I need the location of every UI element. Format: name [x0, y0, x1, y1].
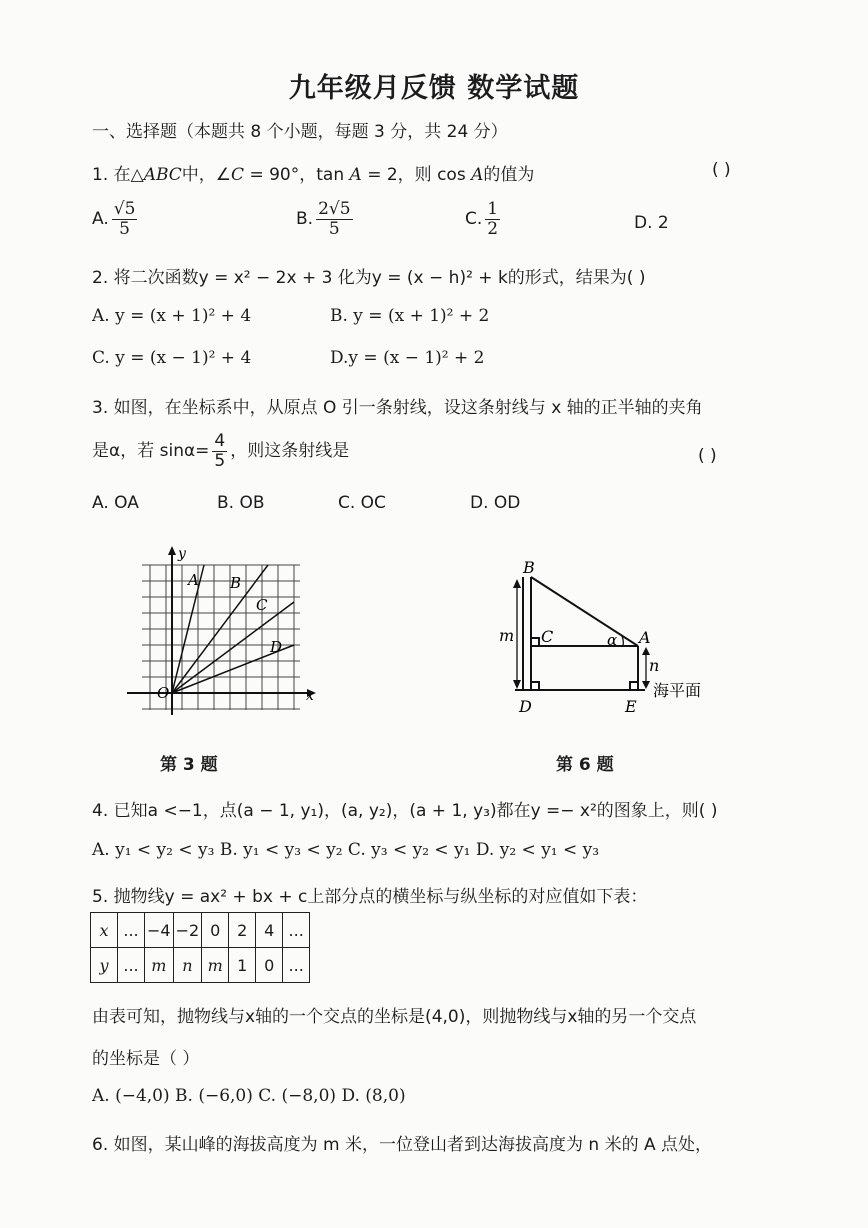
- axis-x-label: x: [306, 688, 314, 704]
- table-cell: ...: [118, 948, 145, 983]
- table-cell: 0: [202, 913, 229, 948]
- axis-y-label: y: [178, 546, 186, 562]
- question-5-options: A. (−4,0) B. (−6,0) C. (−8,0) D. (8,0): [92, 1086, 406, 1106]
- table-cell: n: [173, 948, 202, 983]
- height-n-label: n: [649, 656, 660, 675]
- question-5-line-3: 的坐标是（ ）: [92, 1049, 200, 1069]
- table-cell: m: [202, 948, 229, 983]
- q3-option-d: D. OD: [470, 493, 521, 513]
- point-a-label: A: [188, 571, 199, 589]
- q3-option-c: C. OC: [338, 493, 386, 513]
- question-5-line-2: 由表可知，抛物线与x轴的一个交点的坐标是(4,0)，则抛物线与x轴的另一个交点: [92, 1007, 697, 1027]
- question-4-stem: 4. 已知a <−1，点(a − 1, y₁)，(a, y₂)，(a + 1, y₃)都在y =− x²的图象上，则( ): [92, 801, 718, 821]
- table-cell: ...: [283, 948, 310, 983]
- question-3-stem-line-1: 3. 如图，在坐标系中，从原点 O 引一条射线，设这条射线与 x 轴的正半轴的夹角: [92, 398, 703, 418]
- table-row: [91, 948, 310, 983]
- page-title: 九年级月反馈 数学试题: [288, 73, 580, 104]
- q3-option-b: B. OB: [217, 493, 265, 513]
- table-cell: ...: [118, 913, 145, 948]
- angle-alpha-label: α: [607, 631, 618, 649]
- question-2-stem: 2. 将二次函数y = x² − 2x + 3 化为y = (x − h)² + k的形式，结果为( ): [92, 268, 646, 288]
- table-cell: −4: [145, 913, 174, 948]
- question-3-answer-bracket: ( ): [698, 446, 717, 466]
- origin-label: O: [157, 684, 170, 702]
- q3-option-a: A. OA: [92, 493, 139, 513]
- question-3-stem-line-2: 是α，若 sinα= $\frac{4}{5}$ ，则这条射线是: [92, 431, 350, 471]
- table-cell: 1: [229, 948, 256, 983]
- q2-option-c: C. y = (x − 1)² + 4: [92, 348, 252, 368]
- height-m-label: m: [499, 626, 515, 645]
- q1-option-c: C. $\frac{1}{2}$: [465, 199, 499, 239]
- table-cell: −2: [173, 913, 202, 948]
- question-1-stem: 1. 在△ABC中，∠C = 90°，tan A = 2，则 cos A的值为: [92, 165, 535, 185]
- point-b-label: B: [230, 574, 242, 592]
- question-5-stem: 5. 抛物线y = ax² + bx + c上部分点的横坐标与纵坐标的对应值如下表：: [92, 887, 648, 907]
- table-cell: 0: [256, 948, 283, 983]
- q2-option-d: D.y = (x − 1)² + 2: [330, 348, 485, 368]
- q1-option-d: D. 2: [634, 213, 669, 233]
- sea-level-label: 海平面: [653, 681, 702, 700]
- table-cell: 2: [229, 913, 256, 948]
- question-6-stem: 6. 如图，某山峰的海拔高度为 m 米，一位登山者到达海拔高度为 n 米的 A 点处，: [92, 1135, 713, 1155]
- q1-option-b: B. $\frac{2√5}{5}$: [296, 199, 351, 239]
- section-heading: 一、选择题（本题共 8 个小题，每题 3 分，共 24 分）: [92, 122, 508, 142]
- question-1-answer-bracket: ( ): [712, 160, 731, 180]
- table-cell: ...: [283, 913, 310, 948]
- point-d-label: D: [519, 697, 532, 716]
- q1-option-a: A. $\frac{√5}{5}$: [92, 199, 136, 239]
- point-c-label: C: [256, 596, 268, 614]
- figure-6-caption: 第 6 题: [556, 755, 614, 775]
- table-cell: y: [91, 948, 118, 983]
- question-4-options: A. y₁ < y₂ < y₃ B. y₁ < y₃ < y₂ C. y₃ < y₂ < y₁ D. y₂ < y₁ < y₃: [92, 840, 600, 860]
- point-e-label: E: [625, 697, 637, 716]
- value-table: [90, 912, 310, 983]
- table-row: [91, 913, 310, 948]
- point-c-label: C: [541, 627, 554, 646]
- point-b-label: B: [523, 558, 535, 577]
- point-d-label: D: [270, 638, 283, 656]
- table-cell: x: [91, 913, 118, 948]
- q2-option-a: A. y = (x + 1)² + 4: [92, 306, 252, 326]
- table-cell: 4: [256, 913, 283, 948]
- figure-3-caption: 第 3 题: [160, 755, 218, 775]
- q2-option-b: B. y = (x + 1)² + 2: [330, 306, 490, 326]
- figure-3-coordinate-grid: [122, 540, 322, 720]
- point-a-label: A: [639, 628, 651, 647]
- figure-6-mountain-diagram: [495, 555, 735, 720]
- table-cell: m: [145, 948, 174, 983]
